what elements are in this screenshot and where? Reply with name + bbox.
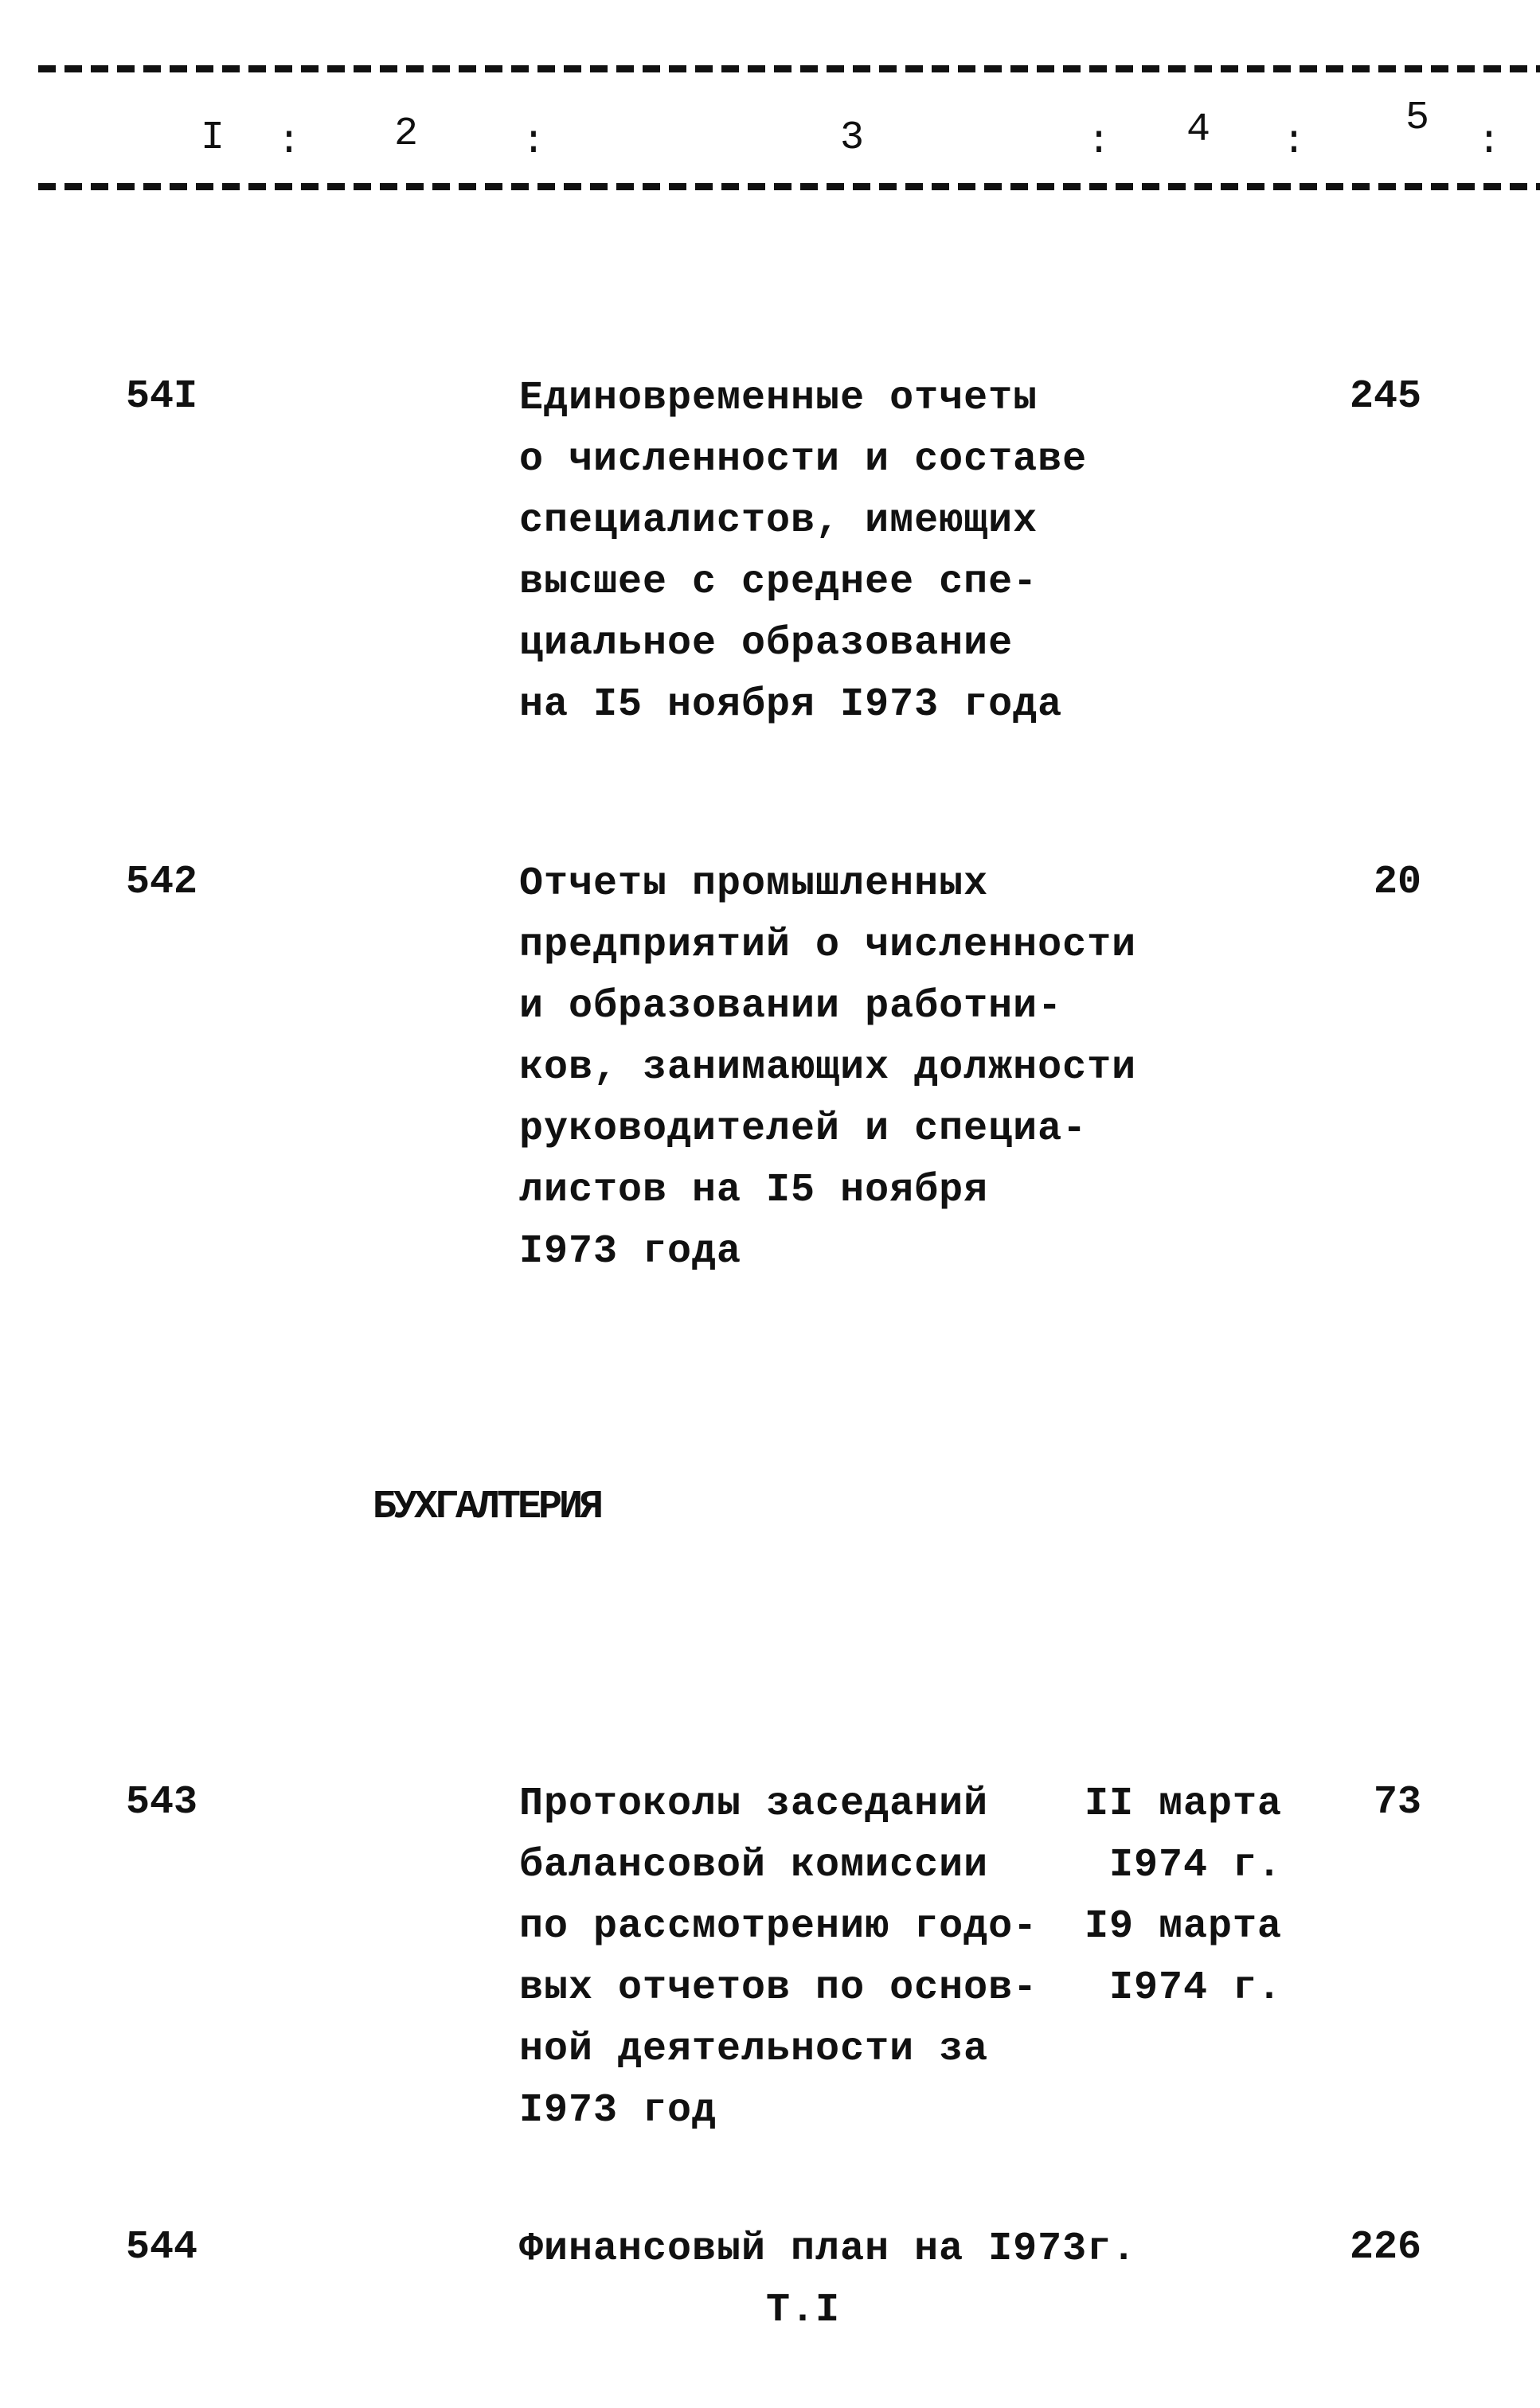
column-header-2: 2 — [394, 111, 419, 157]
column-header-1: I — [201, 115, 225, 161]
entry-title — [519, 368, 1087, 736]
entry-title — [519, 853, 1136, 1282]
entry-number: 544 — [126, 2225, 198, 2270]
column-separator: : — [522, 119, 546, 165]
sheet-count: 226 — [1350, 2225, 1422, 2270]
entry-number: 54I — [126, 374, 198, 420]
title-line: листов на I5 ноября — [519, 1168, 989, 1213]
date-line: II марта — [1085, 1782, 1283, 1827]
column-separator: : — [1087, 119, 1112, 165]
title-line: и образовании работни- — [519, 984, 1063, 1029]
column-header-4: 4 — [1186, 107, 1211, 153]
entry-number: 542 — [126, 860, 198, 905]
title-line: руководителей и специа- — [519, 1106, 1088, 1152]
sheet-count: 20 — [1374, 860, 1422, 905]
title-line: Отчеты промышленных — [519, 861, 989, 907]
column-separator: : — [277, 119, 302, 165]
title-line: предприятий о численности — [519, 923, 1137, 968]
header-bottom-rule — [38, 183, 1540, 190]
title-line: I973 года — [519, 1229, 742, 1274]
column-header-3: 3 — [840, 115, 865, 161]
section-heading: БУХГАЛТЕРИЯ — [373, 1485, 601, 1530]
title-line: циальное образование — [519, 621, 1014, 666]
title-line: Протоколы заседаний — [519, 1782, 989, 1827]
title-line: балансовой комиссии — [519, 1843, 989, 1888]
date-line: I9 марта — [1085, 1904, 1283, 1949]
title-line: I973 год — [519, 2088, 717, 2133]
title-line: Финансовый план на I973г. — [519, 2227, 1137, 2272]
title-line: о численности и составе — [519, 437, 1088, 482]
sheet-count: 245 — [1350, 374, 1422, 420]
header-top-rule — [38, 65, 1540, 72]
title-line: Единовременные отчеты — [519, 376, 1038, 421]
entry-dates — [1085, 1774, 1282, 2019]
title-line: на I5 ноября I973 года — [519, 682, 1063, 728]
entry-title — [519, 2219, 1136, 2341]
title-line: по рассмотрению годо- — [519, 1904, 1038, 1949]
column-separator: : — [1282, 119, 1307, 165]
entry-title — [519, 1774, 1038, 2141]
column-separator: : — [1477, 119, 1502, 165]
sheet-count: 73 — [1374, 1780, 1422, 1825]
title-line: вых отчетов по основ- — [519, 1965, 1038, 2011]
entry-number: 543 — [126, 1780, 198, 1825]
volume-label: Т.I — [519, 2288, 841, 2333]
title-line: ков, занимающих должности — [519, 1045, 1137, 1091]
title-line: высшее с среднее спе- — [519, 560, 1038, 605]
title-line: ной деятельности за — [519, 2027, 989, 2072]
date-line: I974 г. — [1085, 1965, 1283, 2011]
column-header-5: 5 — [1405, 96, 1430, 141]
title-line: специалистов, имеющих — [519, 498, 1038, 544]
date-line: I974 г. — [1085, 1843, 1283, 1888]
